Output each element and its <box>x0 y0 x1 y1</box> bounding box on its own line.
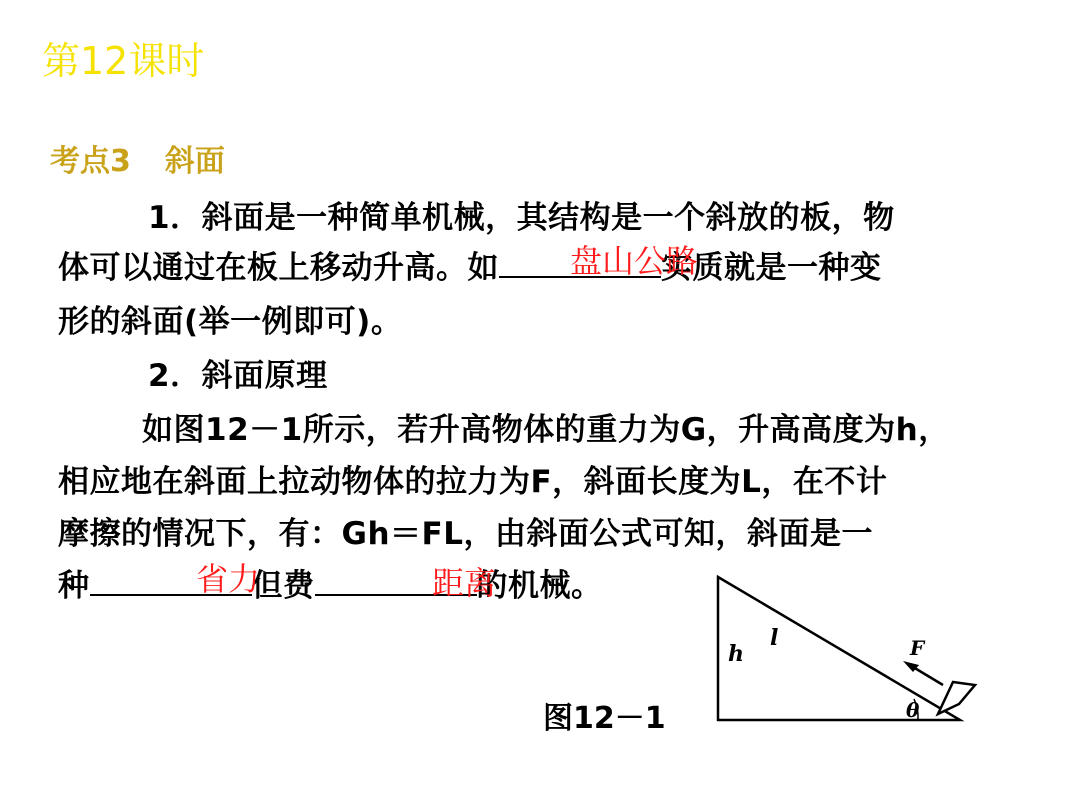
heading-prefix: 考点3 <box>50 144 131 179</box>
figure-caption: 图12－1 <box>543 701 666 736</box>
paragraph3-line4 <box>58 560 603 605</box>
incline-diagram <box>700 565 1000 735</box>
answer-1: 盘山公路 <box>570 242 699 280</box>
answer-3: 距离 <box>432 564 497 602</box>
p3-line4-start: 种 <box>58 568 90 604</box>
block-on-incline <box>938 682 975 714</box>
paragraph3-line3: 摩擦的情况下，有：Gh＝FL，由斜面公式可知，斜面是一 <box>58 516 873 552</box>
p3-line4-end: 的机械。 <box>476 568 603 604</box>
label-theta: θ <box>906 698 920 722</box>
paragraph1-line2 <box>58 242 882 287</box>
section-heading <box>50 136 225 180</box>
label-h: h <box>728 641 744 667</box>
heading-topic: 斜面 <box>164 144 225 179</box>
paragraph3-line2: 相应地在斜面上拉动物体的拉力为F，斜面长度为L，在不计 <box>58 464 888 500</box>
force-arrow-line <box>913 667 943 685</box>
p1-line2-end: 实质就是一种变 <box>661 250 882 286</box>
p3-line4-mid: 但费 <box>251 568 315 604</box>
paragraph1-line3: 形的斜面(举一例即可)。 <box>58 304 403 340</box>
paragraph3-line1: 如图12－1所示，若升高物体的重力为G，升高高度为h， <box>142 412 950 448</box>
paragraph2-title: 2．斜面原理 <box>148 358 328 394</box>
answer-2: 省力 <box>196 560 261 598</box>
label-f: F <box>910 636 925 660</box>
label-l: l <box>770 625 779 651</box>
paragraph1-line1: 1．斜面是一种简单机械，其结构是一个斜放的板，物 <box>148 200 895 236</box>
p1-line2-start: 体可以通过在板上移动升高。如 <box>58 250 499 286</box>
lesson-title: 第12课时 <box>42 39 205 83</box>
